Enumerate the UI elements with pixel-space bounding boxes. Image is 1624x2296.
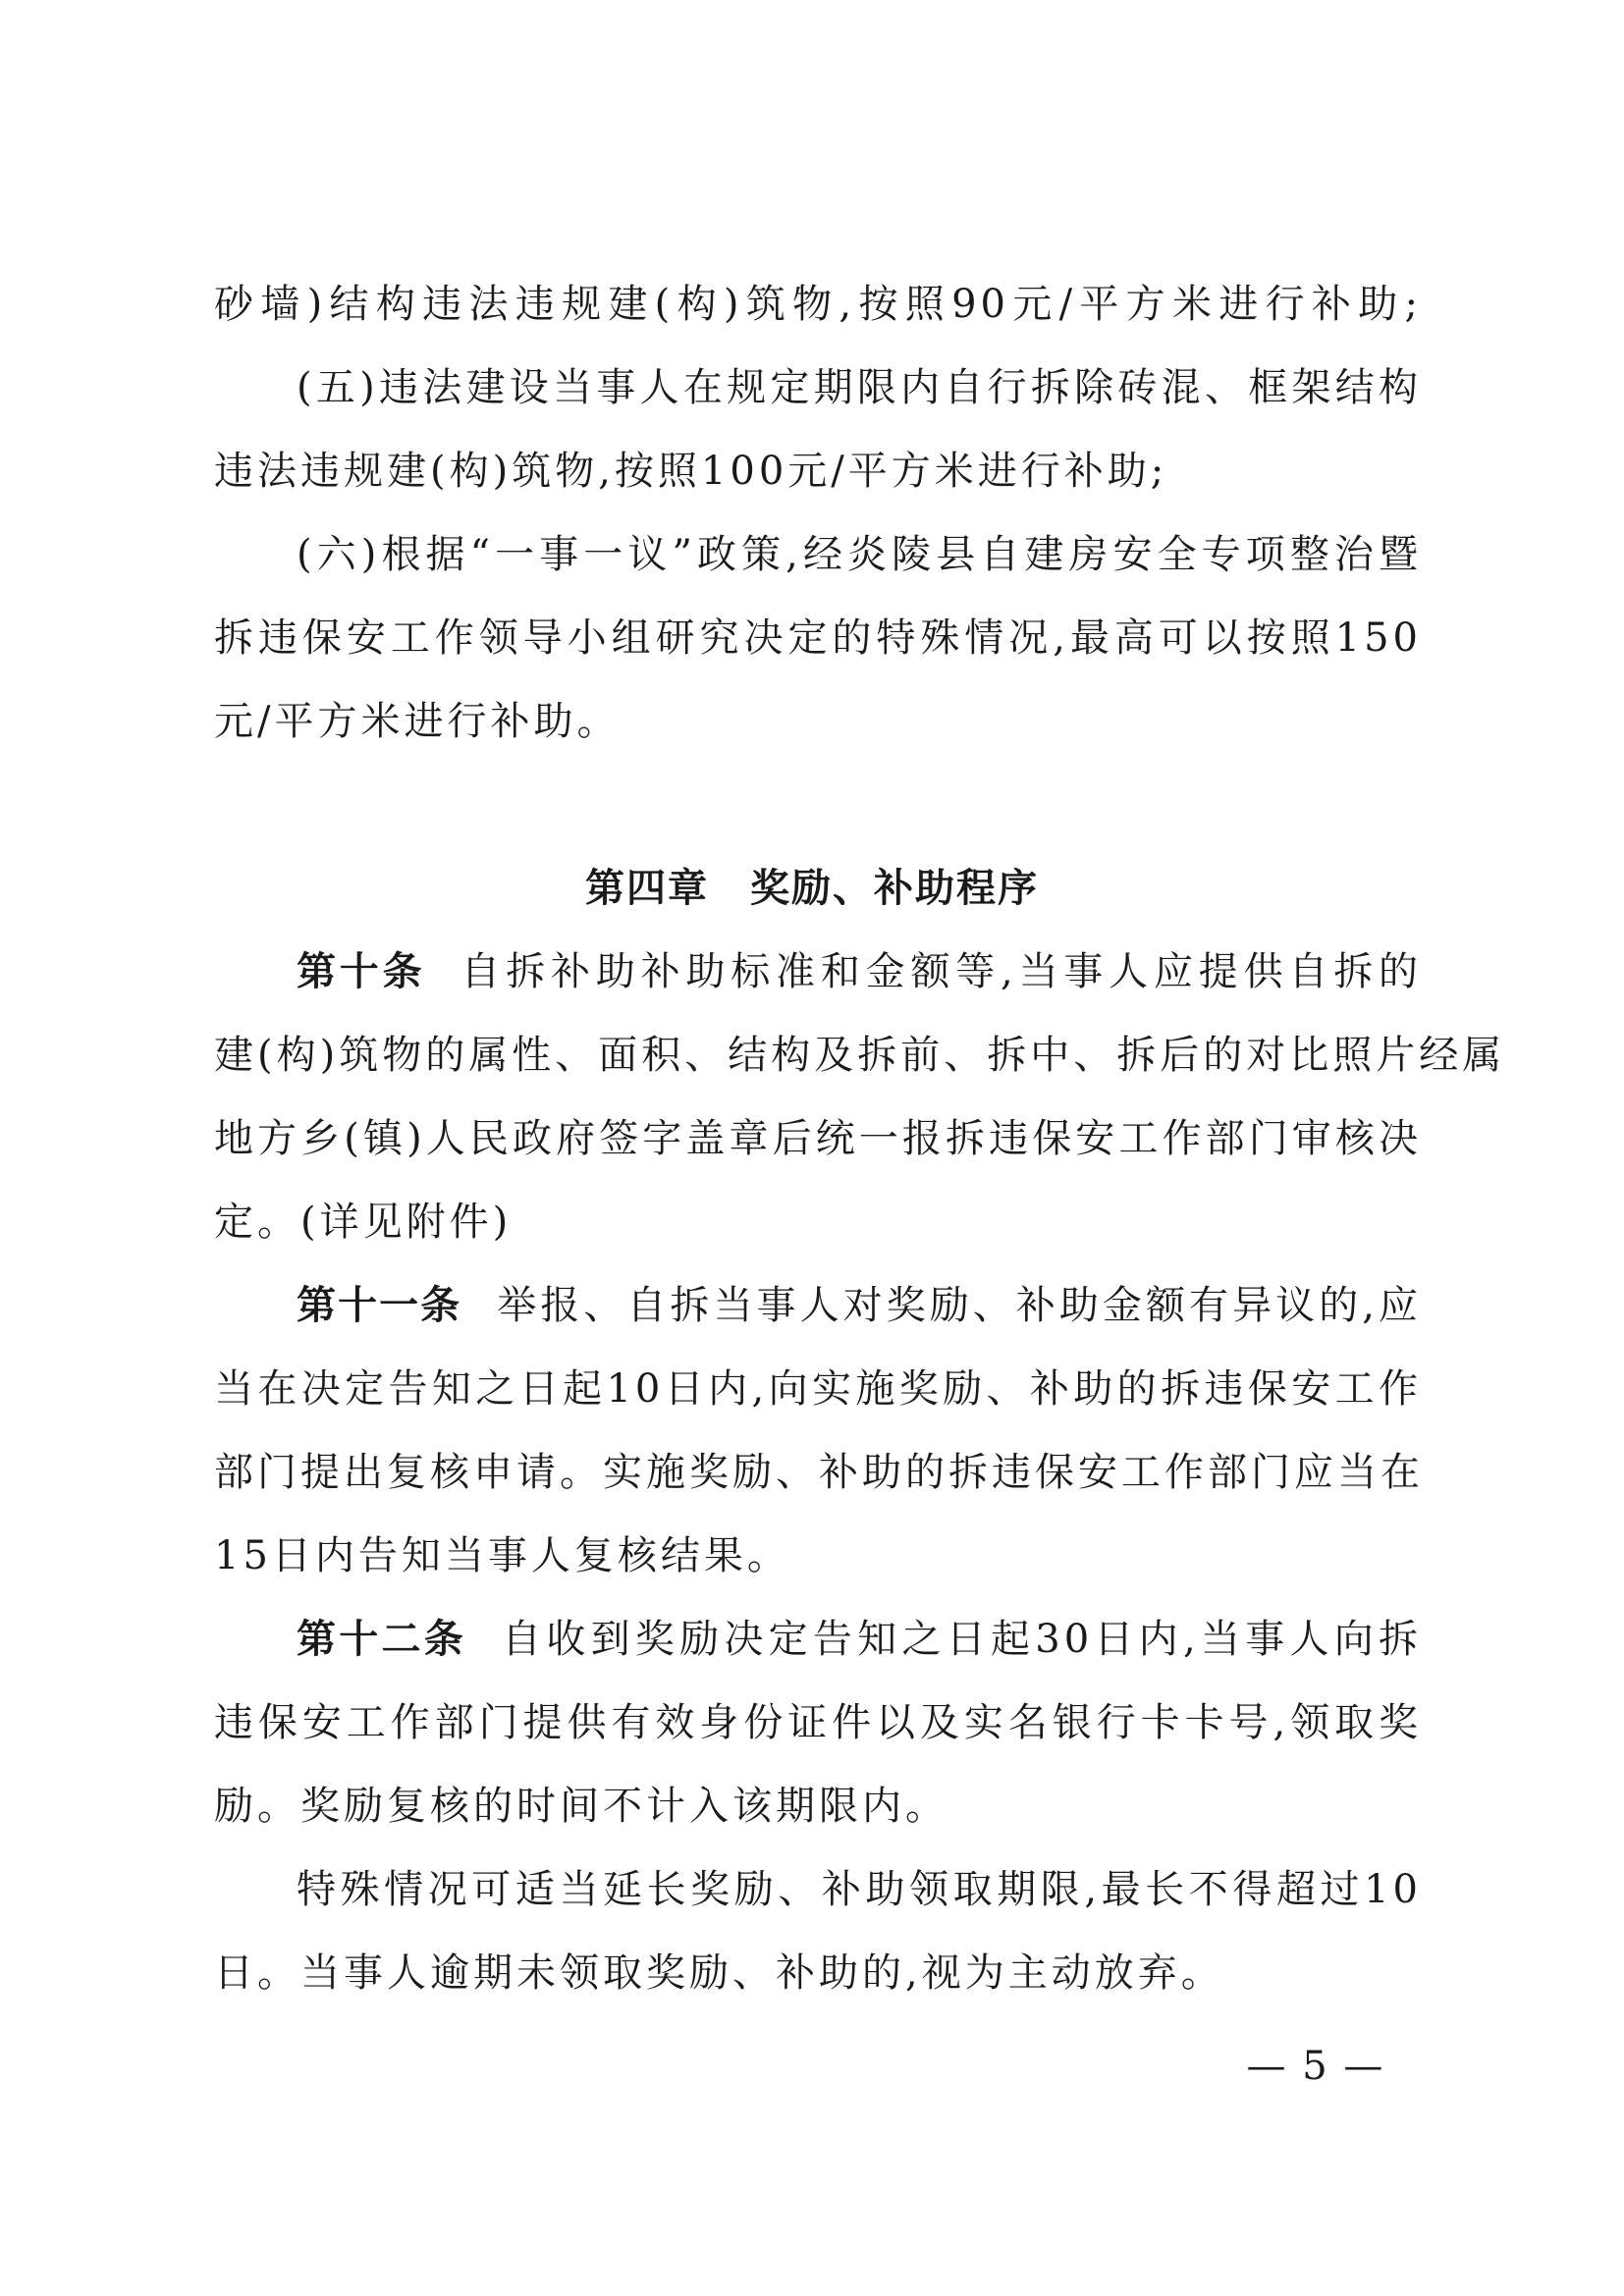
- article-10-line-2: 建(构)筑物的属性、面积、结构及拆前、拆中、拆后的对比照片经属: [214, 1033, 1506, 1078]
- article-12-line-2: 违保安工作部门提供有效身份证件以及实名银行卡卡号,领取奖: [214, 1700, 1422, 1745]
- article-11-label: 第十一条: [297, 1283, 462, 1328]
- article-12-text: 自收到奖励决定告知之日起30日内,当事人向拆: [502, 1617, 1422, 1662]
- article-11-line-4: 15日内告知当事人复核结果。: [214, 1533, 790, 1578]
- article-12-line-3: 励。奖励复核的时间不计入该期限内。: [214, 1784, 948, 1829]
- article-11-line-3: 部门提出复核申请。实施奖励、补助的拆违保安工作部门应当在: [214, 1450, 1424, 1495]
- clause-6-line-2: 拆违保安工作领导小组研究决定的特殊情况,最高可以按照150: [214, 615, 1422, 661]
- article-10-line-1: [297, 947, 1422, 996]
- clause-4-continued: 砂墙)结构违法违规建(构)筑物,按照90元/平方米进行补助;: [214, 282, 1422, 327]
- article-11-line-1: [297, 1281, 1422, 1330]
- article-10-text: 自拆补助补助标准和金额等,当事人应提供自拆的: [460, 949, 1423, 994]
- clause-6-line-3: 元/平方米进行补助。: [214, 699, 621, 744]
- chapter-heading: 第四章 奖励、补助程序: [585, 866, 1039, 911]
- article-10-line-4: 定。(详见附件): [214, 1200, 513, 1245]
- clause-5-line-1: (五)违法建设当事人在规定期限内自行拆除砖混、框架结构: [297, 365, 1422, 410]
- article-10-label: 第十条: [297, 949, 426, 994]
- article-10-line-3: 地方乡(镇)人民政府签字盖章后统一报拆违保安工作部门审核决: [214, 1116, 1422, 1161]
- clause-6-line-1: (六)根据“一事一议”政策,经炎陵县自建房安全专项整治暨: [297, 532, 1422, 577]
- article-11-line-2: 当在决定告知之日起10日内,向实施奖励、补助的拆违保安工作: [214, 1366, 1422, 1412]
- special-line-1: 特殊情况可适当延长奖励、补助领取期限,最长不得超过10: [297, 1867, 1422, 1912]
- clause-5-line-2: 违法违规建(构)筑物,按照100元/平方米进行补助;: [214, 449, 1168, 494]
- article-12-label: 第十二条: [297, 1617, 467, 1662]
- special-line-2: 日。当事人逾期未领取奖励、补助的,视为主动放弃。: [214, 1950, 1224, 1996]
- article-12-line-1: [297, 1615, 1422, 1664]
- page-number: — 5 —: [1246, 2044, 1385, 2089]
- article-11-text: 举报、自拆当事人对奖励、补助金额有异议的,应: [497, 1283, 1423, 1328]
